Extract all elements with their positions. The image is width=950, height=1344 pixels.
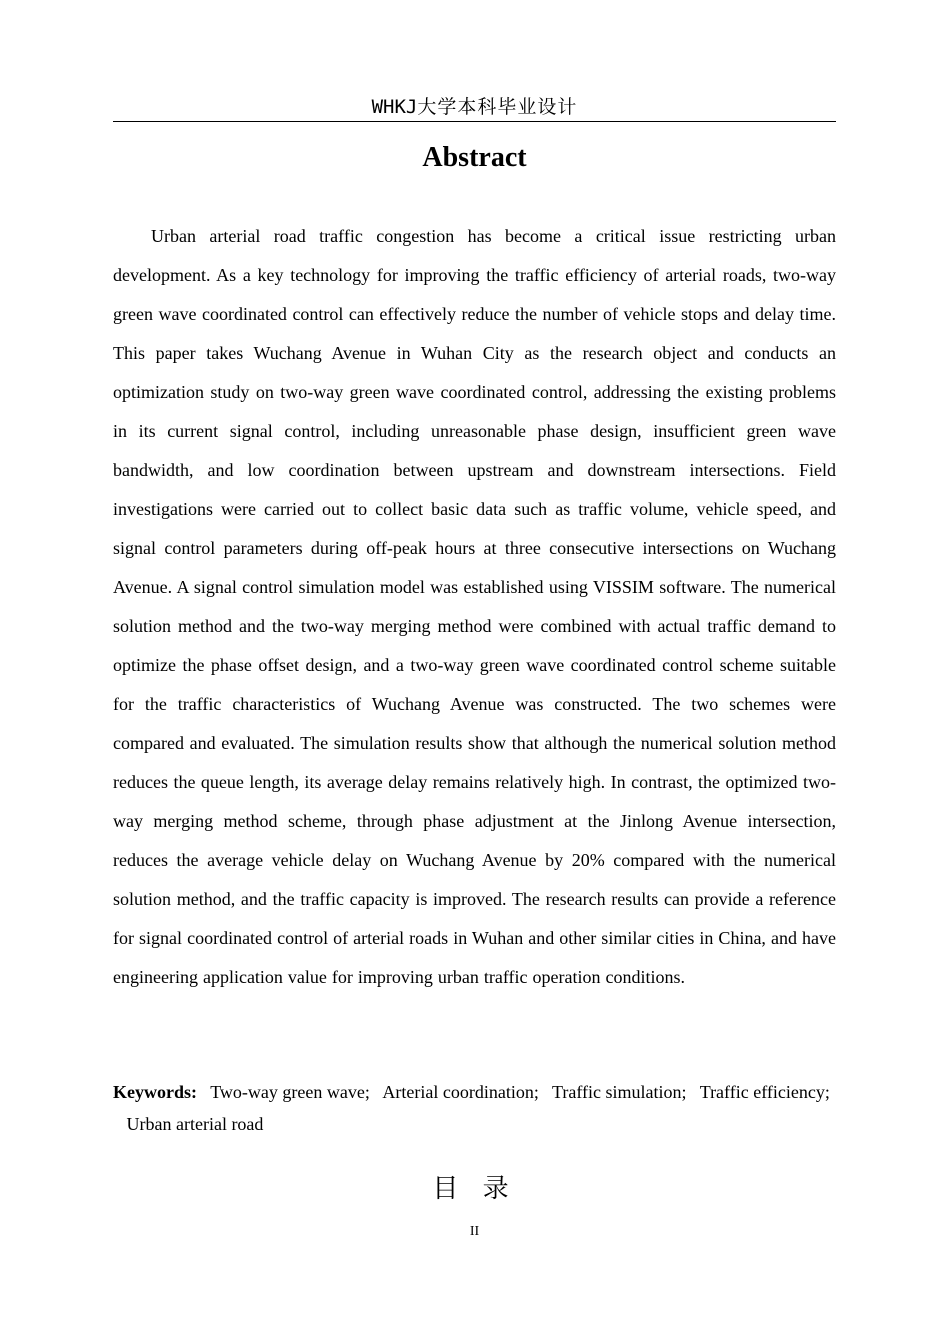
- keywords-label: Keywords:: [113, 1082, 197, 1102]
- keyword-item: Urban arterial road: [126, 1114, 264, 1134]
- header-rule: [113, 121, 836, 122]
- header-cjk-text: 大学本科毕业设计: [417, 96, 578, 118]
- running-header: [113, 95, 836, 119]
- header-latin-text: WHKJ: [371, 96, 418, 118]
- document-page: [113, 0, 836, 1344]
- abstract-body: Urban arterial road traffic congestion has become a critical issue restricting urban development. As a key technology for improving the traffic efficiency of arterial roads, two-way green wave coordinated control can effectively reduce the number of vehicle stops and delay time. This paper takes Wuchang Avenue in Wuhan City as the research object and conducts an optimization study on two-way green wave coordinated control, addressing the existing problems in its current signal control, including unreasonable phase design, insufficient green wave bandwidth, and low coordination between upstream and downstream intersections. Field investigations were carried out to collect basic data such as traffic volume, vehicle speed, and signal control parameters during off-peak hours at three consecutive intersections on Wuchang Avenue. A signal control simulation model was established using VISSIM software. The numerical solution method and the two-way merging method were combined with actual traffic demand to optimize the phase offset design, and a two-way green wave coordinated control scheme suitable for the traffic characteristics of Wuchang Avenue was constructed. The two schemes were compared and evaluated. The simulation results show that although the numerical solution method reduces the queue length, its average delay remains relatively high. In contrast, the optimized two-way merging method scheme, through phase adjustment at the Jinlong Avenue intersection, reduces the average vehicle delay on Wuchang Avenue by 20% compared with the numerical solution method, and the traffic capacity is improved. The research results can provide a reference for signal coordinated control of arterial roads in Wuhan and other similar cities in China, and have engineering application value for improving urban traffic operation conditions.: [113, 226, 836, 987]
- keyword-item: Traffic simulation;: [552, 1082, 687, 1102]
- keyword-item: Two-way green wave;: [210, 1082, 370, 1102]
- keyword-item: Traffic efficiency;: [699, 1082, 830, 1102]
- keyword-item: Arterial coordination;: [382, 1082, 539, 1102]
- keywords-line: [113, 1076, 836, 1140]
- toc-title: 目 录: [432, 1174, 517, 1204]
- page-number: II: [469, 1224, 480, 1239]
- abstract-title: Abstract: [422, 142, 527, 173]
